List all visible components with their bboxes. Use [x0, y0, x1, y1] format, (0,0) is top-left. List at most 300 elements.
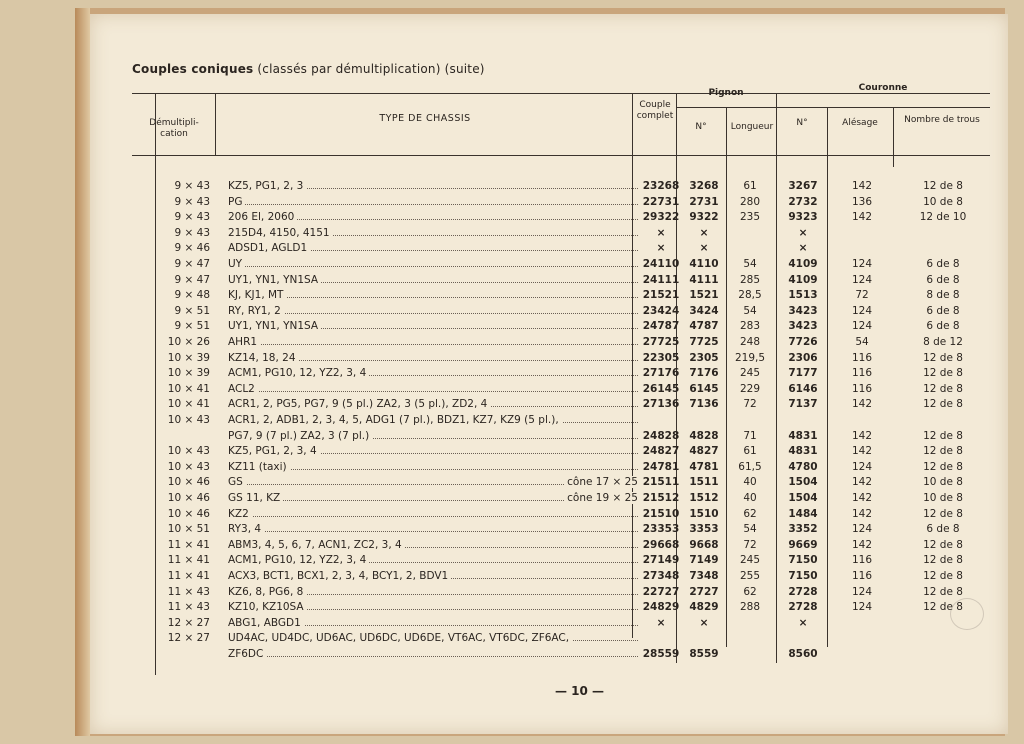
table-row: [0, 586, 1024, 602]
chassis-type-text: UY: [228, 258, 245, 270]
pignon-no-cell: ×: [699, 226, 709, 239]
couple-complet-cell: 22727: [642, 585, 680, 598]
couple-complet-cell: 21511: [642, 476, 680, 489]
nombre-trous-cell: 12 de 8: [923, 601, 963, 614]
couple-complet-cell: ×: [656, 242, 666, 255]
chassis-type-text: GS: [228, 476, 246, 488]
table-row: [0, 648, 1024, 664]
nombre-trous-cell: 12 de 8: [923, 538, 963, 551]
nombre-trous-cell: 12 de 8: [923, 570, 963, 582]
chassis-type-text: ACM1, PG10, 12, YZ2, 3, 4: [228, 554, 369, 566]
demultiplication-cell: 10 × 39: [167, 367, 210, 380]
pignon-no-cell: 3424: [689, 304, 719, 317]
table-row: [0, 196, 1024, 212]
chassis-type-cell: [228, 508, 638, 520]
header-pignon-no: N°: [695, 122, 707, 132]
couple-complet-cell: ×: [656, 616, 666, 629]
couple-complet-cell: 24781: [642, 460, 680, 473]
pignon-no-cell: 7136: [689, 398, 719, 411]
pignon-no-cell: 1511: [689, 476, 719, 489]
nombre-trous-cell: 12 de 8: [923, 180, 963, 192]
chassis-type-cell: [228, 211, 638, 223]
chassis-type-text: ADSD1, AGLD1: [228, 242, 310, 254]
demultiplication-cell: 10 × 26: [167, 336, 210, 348]
chassis-type-text: PG: [228, 196, 245, 208]
table-row: [0, 258, 1024, 274]
couronne-no-cell: 3423: [788, 320, 818, 333]
couronne-no-cell: 2732: [788, 195, 818, 208]
leader-dots: [228, 204, 638, 205]
chassis-type-text: KZ5, PG1, 2, 3, 4: [228, 445, 320, 457]
demultiplication-cell: 12 × 27: [167, 632, 210, 645]
pignon-no-cell: 7725: [689, 336, 719, 348]
pignon-longueur-cell: 219,5: [734, 351, 766, 364]
pignon-no-cell: 6145: [689, 382, 719, 395]
demultiplication-cell: 10 × 39: [167, 351, 210, 364]
demultiplication-cell: 10 × 43: [167, 414, 210, 426]
pignon-no-cell: 1510: [689, 507, 719, 520]
demultiplication-cell: 9 × 48: [174, 289, 210, 302]
nombre-trous-cell: 12 de 8: [923, 507, 963, 520]
demultiplication-cell: 10 × 41: [167, 382, 210, 395]
couple-complet-cell: 26145: [642, 382, 680, 395]
leader-dots: [228, 391, 638, 392]
chassis-type-cell: [228, 227, 638, 239]
chassis-type-text: PG7, 9 (7 pl.) ZA2, 3 (7 pl.): [228, 430, 372, 442]
table-row: [0, 601, 1024, 617]
table-row: [0, 570, 1024, 586]
nombre-trous-cell: 8 de 8: [926, 289, 960, 302]
table-row: [0, 554, 1024, 570]
pignon-no-cell: 4828: [689, 429, 719, 442]
couronne-no-cell: 8560: [788, 648, 818, 660]
leader-dots: [228, 531, 638, 532]
couronne-no-cell: 7726: [788, 336, 818, 348]
couple-complet-cell: 24111: [642, 273, 680, 286]
chassis-type-text: ABG1, ABGD1: [228, 617, 304, 629]
nombre-trous-cell: 12 de 8: [923, 585, 963, 598]
pignon-longueur-cell: 248: [739, 336, 761, 348]
alesage-cell: 142: [851, 429, 873, 442]
demultiplication-cell: 9 × 47: [174, 258, 210, 270]
couple-complet-cell: ×: [656, 226, 666, 239]
demultiplication-cell: 9 × 43: [174, 226, 210, 239]
chassis-type-cell: [228, 367, 638, 379]
alesage-cell: 142: [851, 211, 873, 224]
pignon-longueur-cell: 283: [739, 320, 761, 333]
nombre-trous-cell: 10 de 8: [923, 492, 963, 504]
chassis-type-text: ACR1, 2, PG5, PG7, 9 (5 pl.) ZA2, 3 (5 pl.), ZD2, 4: [228, 398, 490, 410]
header-alesage: Alésage: [842, 118, 878, 128]
nombre-trous-cell: 10 de 8: [923, 195, 963, 208]
table-row: [0, 492, 1024, 508]
table-row: [0, 289, 1024, 305]
couronne-no-cell: 2728: [788, 601, 818, 614]
demultiplication-cell: 9 × 43: [174, 195, 210, 208]
pignon-longueur-cell: 62: [743, 585, 757, 598]
col-divider-1: [215, 93, 216, 155]
couple-complet-cell: 22305: [642, 351, 680, 364]
alesage-cell: 116: [851, 351, 873, 364]
cone-spec: cône 19 × 25: [564, 492, 638, 504]
header-demultiplication: Démultipli- cation: [149, 118, 199, 139]
leader-dots: [228, 516, 638, 517]
couple-complet-cell: 21521: [642, 289, 680, 302]
nombre-trous-cell: 12 de 8: [923, 445, 963, 458]
table-row: [0, 242, 1024, 258]
couple-complet-cell: 24827: [642, 445, 680, 458]
couronne-no-cell: 6146: [788, 382, 818, 395]
alesage-cell: 142: [851, 445, 873, 458]
header-couronne: Couronne: [858, 83, 908, 93]
chassis-type-text: 206 El, 2060: [228, 211, 297, 223]
chassis-type-cell: [228, 414, 638, 426]
couronne-no-cell: 9669: [788, 538, 818, 551]
pignon-no-cell: 3268: [689, 180, 719, 192]
demultiplication-cell: 11 × 41: [167, 554, 210, 567]
table-row: [0, 367, 1024, 383]
couronne-no-cell: 3423: [788, 304, 818, 317]
pignon-longueur-cell: 54: [743, 258, 757, 270]
demultiplication-cell: 10 × 51: [167, 523, 210, 536]
couronne-no-cell: ×: [798, 226, 808, 239]
couple-complet-cell: 27725: [642, 336, 680, 348]
alesage-cell: 124: [851, 304, 873, 317]
leader-dots: [228, 313, 638, 314]
pignon-longueur-cell: 61: [743, 180, 757, 192]
title-sub: (classés par démultiplication) (suite): [253, 62, 485, 76]
leader-dots: [228, 344, 638, 345]
couple-complet-cell: 21512: [642, 492, 680, 504]
alesage-cell: 54: [855, 336, 869, 348]
pignon-no-cell: 8559: [689, 648, 719, 660]
couronne-no-cell: 7150: [788, 554, 818, 567]
pignon-longueur-cell: 54: [743, 304, 757, 317]
chassis-type-cell: [228, 336, 638, 348]
couronne-no-cell: ×: [798, 616, 808, 629]
header-couple-complet: Couple complet: [636, 100, 674, 121]
demultiplication-cell: 9 × 43: [174, 180, 210, 192]
chassis-type-cell: [228, 430, 638, 442]
nombre-trous-cell: 12 de 8: [923, 382, 963, 395]
couronne-no-cell: 4109: [788, 258, 818, 270]
couple-complet-cell: 24787: [642, 320, 680, 333]
couple-complet-cell: 27149: [642, 554, 680, 567]
chassis-type-cell: [228, 476, 638, 488]
pignon-longueur-cell: 40: [743, 492, 757, 504]
table-row: [0, 617, 1024, 633]
table-row: [0, 320, 1024, 336]
pignon-longueur-cell: 71: [743, 429, 757, 442]
nombre-trous-cell: 12 de 8: [923, 554, 963, 567]
table-row: [0, 305, 1024, 321]
chassis-type-cell: [228, 289, 638, 301]
pignon-no-cell: 2727: [689, 585, 719, 598]
demultiplication-cell: 11 × 43: [167, 585, 210, 598]
table-row: [0, 352, 1024, 368]
nombre-trous-cell: 12 de 8: [923, 398, 963, 411]
table-row: [0, 523, 1024, 539]
chassis-type-text: UY1, YN1, YN1SA: [228, 320, 321, 332]
pignon-no-cell: 4111: [689, 273, 719, 286]
demultiplication-cell: 10 × 46: [167, 507, 210, 520]
chassis-type-text: KZ2: [228, 508, 252, 520]
couronne-no-cell: 1504: [788, 492, 818, 504]
chassis-type-cell: [228, 398, 638, 410]
chassis-type-cell: [228, 570, 638, 582]
pignon-longueur-cell: 61,5: [738, 460, 762, 473]
header-bottom-border: [132, 155, 990, 156]
pignon-longueur-cell: 72: [743, 398, 757, 411]
chassis-type-cell: [228, 320, 638, 332]
couronne-no-cell: 2306: [788, 351, 818, 364]
chassis-type-cell: [228, 601, 638, 613]
chassis-type-text: ACR1, 2, ADB1, 2, 3, 4, 5, ADG1 (7 pl.), BDZ1, KZ7, KZ9 (5 pl.),: [228, 414, 562, 426]
alesage-cell: 136: [851, 195, 873, 208]
alesage-cell: 124: [851, 585, 873, 598]
couple-complet-cell: 28559: [642, 648, 680, 660]
demultiplication-cell: 11 × 41: [167, 538, 210, 551]
pignon-no-cell: 7149: [689, 554, 719, 567]
pignon-no-cell: 4787: [689, 320, 719, 333]
couple-complet-cell: 24829: [642, 601, 680, 614]
chassis-type-cell: [228, 196, 638, 208]
couronne-no-cell: 2728: [788, 585, 818, 598]
pignon-no-cell: ×: [699, 242, 709, 255]
nombre-trous-cell: 6 de 8: [926, 258, 960, 270]
couple-complet-cell: 24110: [642, 258, 680, 270]
pignon-no-cell: 1521: [689, 289, 719, 302]
table-row: [0, 461, 1024, 477]
chassis-type-text: KJ, KJ1, MT: [228, 289, 286, 301]
alesage-cell: 142: [851, 398, 873, 411]
pignon-no-cell: 9322: [689, 211, 719, 224]
chassis-type-cell: [228, 461, 638, 473]
chassis-type-text: UD4AC, UD4DC, UD6AC, UD6DC, UD6DE, VT6AC, VT6DC, ZF6AC,: [228, 632, 572, 644]
paper-stain: [950, 598, 984, 630]
pignon-longueur-cell: 40: [743, 476, 757, 489]
table-row: [0, 383, 1024, 399]
pignon-longueur-cell: 288: [739, 601, 761, 614]
chassis-type-text: KZ5, PG1, 2, 3: [228, 180, 306, 192]
chassis-type-cell: [228, 539, 638, 551]
demultiplication-cell: 9 × 43: [174, 211, 210, 224]
table-row: [0, 508, 1024, 524]
pignon-longueur-cell: 54: [743, 523, 757, 536]
chassis-type-cell: [228, 274, 638, 286]
pignon-no-cell: 4827: [689, 445, 719, 458]
chassis-type-text: GS 11, KZ: [228, 492, 283, 504]
pignon-longueur-cell: 229: [739, 382, 761, 395]
pignon-longueur-cell: 285: [739, 273, 761, 286]
couple-complet-cell: 23424: [642, 304, 680, 317]
cone-spec: cône 17 × 25: [564, 476, 638, 488]
chassis-type-text: KZ6, 8, PG6, 8: [228, 586, 306, 598]
couple-complet-cell: 27136: [642, 398, 680, 411]
demultiplication-cell: 9 × 51: [174, 320, 210, 333]
chassis-type-text: RY, RY1, 2: [228, 305, 284, 317]
nombre-trous-cell: 6 de 8: [926, 273, 960, 286]
table-row: [0, 539, 1024, 555]
header-pignon-longueur: Longueur: [730, 122, 774, 132]
couronne-no-cell: 7150: [788, 570, 818, 582]
chassis-type-text: 215D4, 4150, 4151: [228, 227, 333, 239]
header-type-chassis: TYPE DE CHASSIS: [379, 113, 471, 124]
table-row: [0, 211, 1024, 227]
pignon-no-cell: 4781: [689, 460, 719, 473]
chassis-type-cell: [228, 258, 638, 270]
pignon-longueur-cell: 72: [743, 538, 757, 551]
pignon-no-cell: 4110: [689, 258, 719, 270]
chassis-type-text: RY3, 4: [228, 523, 264, 535]
couronne-no-cell: 7137: [788, 398, 818, 411]
chassis-type-cell: [228, 180, 638, 192]
alesage-cell: 116: [851, 382, 873, 395]
couple-complet-cell: 27348: [642, 570, 680, 582]
couronne-no-cell: 3267: [788, 180, 818, 192]
alesage-cell: 124: [851, 460, 873, 473]
chassis-type-cell: [228, 305, 638, 317]
pignon-no-cell: 3353: [689, 523, 719, 536]
table-row: [0, 274, 1024, 290]
demultiplication-cell: 10 × 43: [167, 460, 210, 473]
chassis-type-cell: [228, 445, 638, 457]
pignon-no-cell: 9668: [689, 538, 719, 551]
chassis-type-text: KZ10, KZ10SA: [228, 601, 307, 613]
title-main: Couples coniques: [132, 62, 254, 76]
couple-complet-cell: 29668: [642, 538, 680, 551]
pignon-longueur-cell: 255: [739, 570, 761, 582]
chassis-type-text: UY1, YN1, YN1SA: [228, 274, 321, 286]
demultiplication-cell: 10 × 43: [167, 445, 210, 458]
pignon-longueur-cell: 245: [739, 554, 761, 567]
demultiplication-cell: 11 × 41: [167, 570, 210, 582]
nombre-trous-cell: 12 de 8: [923, 429, 963, 442]
couronne-no-cell: 4780: [788, 460, 818, 473]
chassis-type-cell: [228, 554, 638, 566]
couronne-no-cell: 4831: [788, 445, 818, 458]
nombre-trous-cell: 6 de 8: [926, 320, 960, 333]
chassis-type-text: KZ14, 18, 24: [228, 352, 299, 364]
leader-dots: [228, 656, 638, 657]
nombre-trous-cell: 8 de 12: [923, 336, 963, 348]
chassis-type-text: ACX3, BCT1, BCX1, 2, 3, 4, BCY1, 2, BDV1: [228, 570, 451, 582]
table-row: [0, 476, 1024, 492]
table-row: [0, 430, 1024, 446]
leader-dots: [228, 297, 638, 298]
chassis-type-text: KZ11 (taxi): [228, 461, 290, 473]
page-title: [132, 62, 485, 76]
table-row: [0, 445, 1024, 461]
chassis-type-cell: [228, 492, 638, 504]
table-row: [0, 414, 1024, 430]
couple-complet-cell: 22731: [642, 195, 680, 208]
demultiplication-cell: 9 × 46: [174, 242, 210, 255]
couple-complet-cell: 24828: [642, 429, 680, 442]
couple-complet-cell: 27176: [642, 367, 680, 380]
pignon-longueur-cell: 280: [739, 195, 761, 208]
demultiplication-cell: 9 × 47: [174, 273, 210, 286]
alesage-cell: 116: [851, 554, 873, 567]
couronne-no-cell: 4109: [788, 273, 818, 286]
couronne-no-cell: 1484: [788, 507, 818, 520]
alesage-cell: 124: [851, 601, 873, 614]
chassis-type-cell: [228, 242, 638, 254]
chassis-type-text: ABM3, 4, 5, 6, 7, ACN1, ZC2, 3, 4: [228, 539, 405, 551]
pignon-no-cell: ×: [699, 616, 709, 629]
couronne-no-cell: 7177: [788, 367, 818, 380]
header-pignon: Pignon: [708, 88, 744, 98]
alesage-cell: 142: [851, 538, 873, 551]
alesage-cell: 124: [851, 320, 873, 333]
couronne-no-cell: 4831: [788, 429, 818, 442]
couronne-no-cell: 1513: [788, 289, 818, 302]
chassis-type-cell: [228, 648, 638, 660]
couronne-no-cell: 9323: [788, 211, 818, 224]
chassis-type-cell: [228, 352, 638, 364]
table-row: [0, 180, 1024, 196]
header-nombre-trous: Nombre de trous: [904, 115, 980, 125]
leader-dots: [228, 266, 638, 267]
pignon-longueur-cell: 235: [739, 211, 761, 224]
demultiplication-cell: 12 × 27: [167, 616, 210, 629]
pignon-no-cell: 2731: [689, 195, 719, 208]
chassis-type-text: AHR1: [228, 336, 260, 348]
pignon-longueur-cell: 245: [739, 367, 761, 380]
pignon-no-cell: 7176: [689, 367, 719, 380]
alesage-cell: 142: [851, 476, 873, 489]
demultiplication-cell: 10 × 46: [167, 492, 210, 504]
table-row: [0, 336, 1024, 352]
nombre-trous-cell: 12 de 8: [923, 351, 963, 364]
chassis-type-cell: [228, 523, 638, 535]
chassis-type-cell: [228, 586, 638, 598]
chassis-type-text: ACL2: [228, 383, 258, 395]
alesage-cell: 142: [851, 180, 873, 192]
demultiplication-cell: 10 × 41: [167, 398, 210, 411]
pignon-no-cell: 7348: [689, 570, 719, 582]
pignon-no-cell: 2305: [689, 351, 719, 364]
nombre-trous-cell: 12 de 10: [919, 211, 967, 224]
page-number: — 10 —: [555, 684, 605, 698]
nombre-trous-cell: 6 de 8: [926, 523, 960, 536]
chassis-type-cell: [228, 632, 638, 644]
pignon-no-cell: 4829: [689, 601, 719, 614]
pignon-no-cell: 1512: [689, 492, 719, 504]
alesage-cell: 142: [851, 492, 873, 504]
table-row: [0, 398, 1024, 414]
nombre-trous-cell: 12 de 8: [923, 367, 963, 380]
chassis-type-cell: [228, 383, 638, 395]
nombre-trous-cell: 6 de 8: [926, 304, 960, 317]
alesage-cell: 124: [851, 273, 873, 286]
subheader-border-couronne: [776, 107, 990, 108]
alesage-cell: 124: [851, 258, 873, 270]
pignon-longueur-cell: 28,5: [738, 289, 762, 302]
alesage-cell: 116: [851, 367, 873, 380]
demultiplication-cell: 9 × 51: [174, 304, 210, 317]
couple-complet-cell: 21510: [642, 507, 680, 520]
nombre-trous-cell: 10 de 8: [923, 476, 963, 489]
nombre-trous-cell: 12 de 8: [923, 460, 963, 473]
alesage-cell: 142: [851, 507, 873, 520]
couple-complet-cell: 23268: [642, 180, 680, 192]
table-row: [0, 227, 1024, 243]
chassis-type-text: ZF6DC: [228, 648, 266, 660]
couple-complet-cell: 23353: [642, 523, 680, 536]
couronne-no-cell: ×: [798, 242, 808, 255]
table-row: [0, 632, 1024, 648]
